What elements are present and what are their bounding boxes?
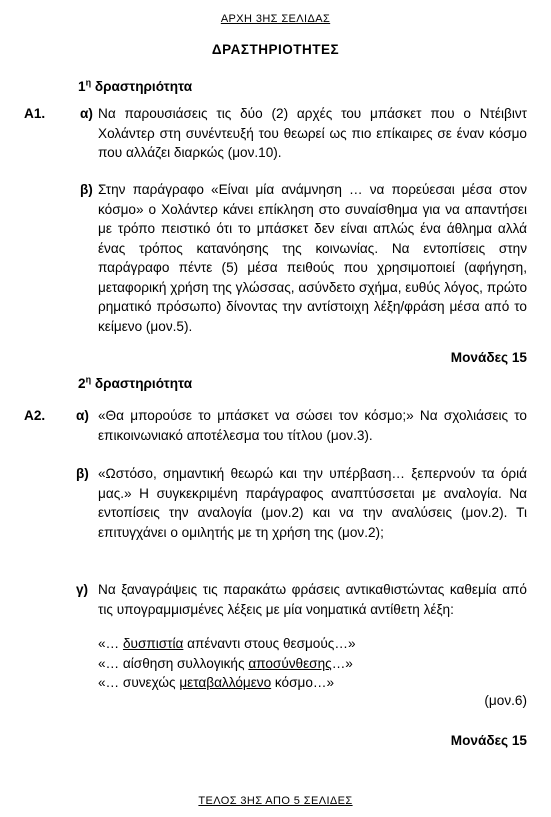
question-a2-c-marks: (μον.6) xyxy=(484,693,527,708)
underlined-word: δυσπιστία xyxy=(122,636,184,651)
activity2-number: 2 xyxy=(78,376,86,391)
page-footer: ΤΕΛΟΣ 3ΗΣ ΑΠΟ 5 ΣΕΛΙΔΕΣ xyxy=(198,795,353,807)
question-a1-b-text: Στην παράγραφο «Είναι μία ανάμνηση … να πορεύεσαι μέσα στον κόσμο» ο Χολάντερ κάνει επίκληση στο συναίσθημα για να απαντήσει με τρόπο πειστικό ότι το μπάσκετ δεν είναι απλώς ένα άθλημα αλλά ένας τρόπος κατανόησης της κοινωνίας. Να εντοπίσεις στην παράγραφο πέντε (5) μέσα πειθούς που χρησιμοποιεί (αφήγηση, μεταφορική χρήση της γλώσσας, ασύνδετο σχήμα, ευθύς λόγος, πρώτο ρηματικό πρόσωπο) δίνοντας την αντίστοιχη λέξη/φράση μέσα από το κείμενο (μον.5). xyxy=(98,182,527,334)
activity2-points: Μονάδες 15 xyxy=(450,733,527,748)
activity1-label: δραστηριότητα xyxy=(94,79,193,94)
question-a2-b-letter: β) xyxy=(76,466,89,481)
question-a1-id: Α1. xyxy=(24,106,46,121)
underlined-word: αποσύνθεσης xyxy=(248,655,332,671)
phrase-list xyxy=(98,634,527,693)
question-a2-id: Α2. xyxy=(24,408,46,423)
phrase-item: «… δυσπιστία απέναντι στους θεσμούς…» xyxy=(98,636,356,651)
question-a2-c-text: Να ξαναγράψεις τις παρακάτω φράσεις αντικαθιστώντας καθεμία από τις υπογραμμισμένες λέξεις με μία νοηματικά αντίθετη λέξη: xyxy=(98,582,527,617)
activity2-heading xyxy=(78,374,192,394)
activity2-sup: η xyxy=(85,374,92,385)
question-a2-a-letter: α) xyxy=(76,408,89,423)
activity1-sup: η xyxy=(85,77,92,88)
question-a1-a-text: Να παρουσιάσεις τις δύο (2) αρχές του μπάσκετ που ο Ντέιβιντ Χολάντερ στη συνέντευξή του θεωρεί ως πιο επίκαιρες σε έναν κόσμο που αλλάζει διαρκώς (μον.10). xyxy=(98,106,527,160)
question-a2-a-text: «Θα μπορούσε το μπάσκετ να σώσει τον κόσμο;» Να σχολιάσεις το επικοινωνιακό αποτέλεσμα του τίτλου (μον.3). xyxy=(98,408,527,443)
page-header: ΑΡΧΗ 3ΗΣ ΣΕΛΙΔΑΣ xyxy=(220,13,331,25)
page-title: ΔΡΑΣΤΗΡΙΟΤΗΤΕΣ xyxy=(211,42,340,57)
phrase-item: «… συνεχώς μεταβαλλόμενο κόσμο…» xyxy=(98,675,335,690)
question-a1-a-letter: α) xyxy=(80,106,93,121)
question-a1-b-letter: β) xyxy=(80,182,93,197)
question-a2-b-text: «Ωστόσο, σημαντική θεωρώ και την υπέρβαση… ξεπερνούν τα όριά μας.» Η συγκεκριμένη παράγραφος αναπτύσσεται με αναλογία. Να εντοπίσεις την αναλογία (μον.2) και να την αναλύσεις (μον.2). Τι επιτυγχάνει ο ομιλητής με τη χρήση της (μον.2); xyxy=(98,466,527,540)
question-a2-c-letter: γ) xyxy=(76,582,89,597)
activity1-heading xyxy=(78,77,192,97)
activity1-number: 1 xyxy=(78,79,86,94)
underlined-word: μεταβαλλόμενο xyxy=(179,675,272,690)
activity1-points: Μονάδες 15 xyxy=(450,350,527,365)
phrase-item: «… αίσθηση συλλογικής αποσύνθεσης…» xyxy=(98,655,353,671)
activity2-label: δραστηριότητα xyxy=(94,376,193,391)
